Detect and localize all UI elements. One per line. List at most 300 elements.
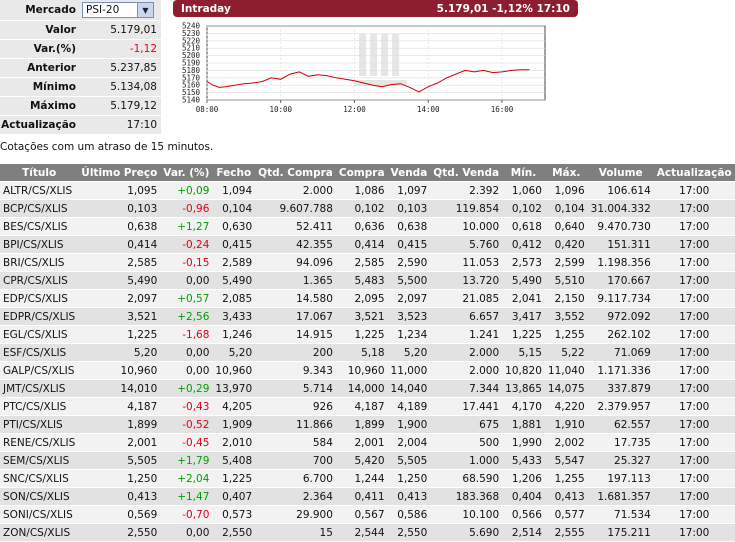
table-cell: 17:00 bbox=[654, 487, 735, 505]
table-cell: 0,638 bbox=[388, 217, 431, 235]
table-cell: 21.085 bbox=[430, 289, 502, 307]
table-cell: 2,589 bbox=[212, 253, 255, 271]
table-cell: 25.327 bbox=[588, 451, 654, 469]
x-tick-label: 16:00 bbox=[490, 105, 514, 114]
table-cell: 2,599 bbox=[545, 253, 588, 271]
table-cell: 1,255 bbox=[545, 469, 588, 487]
table-cell: 584 bbox=[255, 433, 336, 451]
table-cell: 17:00 bbox=[654, 325, 735, 343]
table-cell: 1,225 bbox=[502, 325, 545, 343]
table-cell: 0,104 bbox=[545, 199, 588, 217]
table-cell: 1.000 bbox=[430, 451, 502, 469]
table-cell: 14,000 bbox=[336, 379, 388, 397]
table-cell: 0,638 bbox=[78, 217, 160, 235]
table-cell: 2,514 bbox=[502, 523, 545, 541]
table-cell: 3,523 bbox=[388, 307, 431, 325]
table-cell: 17:00 bbox=[654, 451, 735, 469]
column-header[interactable]: Máx. bbox=[545, 164, 588, 181]
table-row[interactable] bbox=[0, 289, 735, 307]
table-cell: 1,246 bbox=[212, 325, 255, 343]
table-cell: 0,415 bbox=[212, 235, 255, 253]
ticker-cell[interactable]: SONI/CS/XLIS bbox=[0, 505, 78, 523]
chevron-down-icon[interactable]: ▼ bbox=[137, 3, 153, 17]
table-row[interactable] bbox=[0, 217, 735, 235]
table-row[interactable] bbox=[0, 487, 735, 505]
table-cell: 5,547 bbox=[545, 451, 588, 469]
table-cell: 0,420 bbox=[545, 235, 588, 253]
y-tick-label: 5190 bbox=[182, 58, 201, 68]
y-tick-label: 5200 bbox=[182, 51, 201, 61]
table-cell: 68.590 bbox=[430, 469, 502, 487]
table-cell: +2,56 bbox=[160, 307, 212, 325]
y-tick-label: 5220 bbox=[182, 36, 201, 46]
table-cell: 10,960 bbox=[336, 361, 388, 379]
table-cell: +2,04 bbox=[160, 469, 212, 487]
table-cell: 0,411 bbox=[336, 487, 388, 505]
table-cell: 2,555 bbox=[545, 523, 588, 541]
table-cell: 700 bbox=[255, 451, 336, 469]
table-cell: 17:00 bbox=[654, 307, 735, 325]
table-cell: 2,573 bbox=[502, 253, 545, 271]
table-cell: 151.311 bbox=[588, 235, 654, 253]
table-row[interactable] bbox=[0, 397, 735, 415]
summary-value: 5.179,01 bbox=[110, 24, 157, 36]
table-cell: 0,102 bbox=[502, 199, 545, 217]
y-tick-label: 5210 bbox=[182, 43, 201, 53]
summary-row bbox=[0, 21, 161, 39]
table-cell: 1,234 bbox=[388, 325, 431, 343]
table-cell: 0,404 bbox=[502, 487, 545, 505]
summary-label: Anterior bbox=[27, 62, 76, 74]
table-cell: 1.681.357 bbox=[588, 487, 654, 505]
table-cell: 1,899 bbox=[336, 415, 388, 433]
ticker-cell[interactable]: SON/CS/XLIS bbox=[0, 487, 78, 505]
table-cell: 2,590 bbox=[388, 253, 431, 271]
table-cell: +1,47 bbox=[160, 487, 212, 505]
table-cell: 0,102 bbox=[336, 199, 388, 217]
table-cell: 1,225 bbox=[336, 325, 388, 343]
column-header[interactable]: Último Preço bbox=[78, 164, 160, 181]
table-cell: 14,010 bbox=[78, 379, 160, 397]
y-tick-label: 5140 bbox=[182, 95, 201, 105]
table-cell: 9.117.734 bbox=[588, 289, 654, 307]
market-select[interactable] bbox=[82, 2, 154, 18]
table-cell: 0,567 bbox=[336, 505, 388, 523]
table-row[interactable] bbox=[0, 271, 735, 289]
table-cell: 262.102 bbox=[588, 325, 654, 343]
ticker-cell[interactable]: EGL/CS/XLIS bbox=[0, 325, 78, 343]
table-cell: 13.720 bbox=[430, 271, 502, 289]
x-tick-label: 10:00 bbox=[269, 105, 293, 114]
table-cell: +1,79 bbox=[160, 451, 212, 469]
table-cell: 0,413 bbox=[545, 487, 588, 505]
summary-row bbox=[0, 116, 161, 134]
table-cell: 3,521 bbox=[336, 307, 388, 325]
table-cell: 17:00 bbox=[654, 523, 735, 541]
table-cell: 2,097 bbox=[78, 289, 160, 307]
table-cell: 14,075 bbox=[545, 379, 588, 397]
table-cell: -0,96 bbox=[160, 199, 212, 217]
ticker-cell[interactable]: SNC/CS/XLIS bbox=[0, 469, 78, 487]
y-tick-label: 5230 bbox=[182, 28, 201, 38]
table-cell: 29.900 bbox=[255, 505, 336, 523]
table-cell: 17:00 bbox=[654, 379, 735, 397]
y-tick-label: 5240 bbox=[182, 21, 201, 31]
column-header[interactable]: Qtd. Venda bbox=[430, 164, 502, 181]
table-cell: 0,407 bbox=[212, 487, 255, 505]
table-cell: 14,040 bbox=[388, 379, 431, 397]
table-row[interactable] bbox=[0, 307, 735, 325]
table-cell: 1,060 bbox=[502, 181, 545, 199]
table-row[interactable] bbox=[0, 379, 735, 397]
table-cell: 31.004.332 bbox=[588, 199, 654, 217]
ticker-cell[interactable]: BCP/CS/XLIS bbox=[0, 199, 78, 217]
table-cell: 2,585 bbox=[78, 253, 160, 271]
column-header[interactable]: Qtd. Compra bbox=[255, 164, 336, 181]
table-cell: -0,70 bbox=[160, 505, 212, 523]
market-select-value: PSI-20 bbox=[86, 4, 120, 16]
ticker-cell[interactable]: ALTR/CS/XLIS bbox=[0, 181, 78, 199]
summary-value: -1,12 bbox=[129, 43, 157, 55]
table-cell: 0,412 bbox=[502, 235, 545, 253]
x-tick-label: 12:00 bbox=[343, 105, 366, 114]
ticker-cell[interactable]: EDPR/CS/XLIS bbox=[0, 307, 78, 325]
table-cell: 17:00 bbox=[654, 253, 735, 271]
table-cell: 200 bbox=[255, 343, 336, 361]
summary-row bbox=[0, 40, 161, 58]
intraday-chart-svg bbox=[180, 22, 560, 118]
table-cell: 1.198.356 bbox=[588, 253, 654, 271]
table-cell: 17.441 bbox=[430, 397, 502, 415]
table-cell: 4,220 bbox=[545, 397, 588, 415]
table-cell: 11.053 bbox=[430, 253, 502, 271]
table-row[interactable] bbox=[0, 253, 735, 271]
ticker-cell[interactable]: BPI/CS/XLIS bbox=[0, 235, 78, 253]
table-cell: 0,586 bbox=[388, 505, 431, 523]
table-cell: 2,004 bbox=[388, 433, 431, 451]
table-cell: 17:00 bbox=[654, 343, 735, 361]
table-cell: 1.241 bbox=[430, 325, 502, 343]
table-cell: 17.067 bbox=[255, 307, 336, 325]
table-cell: 5,490 bbox=[212, 271, 255, 289]
column-header[interactable]: Fecho bbox=[212, 164, 255, 181]
table-cell: 2.000 bbox=[255, 181, 336, 199]
table-cell: 15 bbox=[255, 523, 336, 541]
table-cell: 0,414 bbox=[336, 235, 388, 253]
table-cell: 9.343 bbox=[255, 361, 336, 379]
table-cell: 1,095 bbox=[78, 181, 160, 199]
table-cell: 10,960 bbox=[78, 361, 160, 379]
watermark-logo-bar bbox=[370, 34, 377, 76]
x-tick-label: 08:00 bbox=[195, 105, 219, 114]
watermark-logo-bar bbox=[359, 34, 366, 76]
column-header[interactable]: Mín. bbox=[502, 164, 545, 181]
table-cell: -0,43 bbox=[160, 397, 212, 415]
table-cell: 17:00 bbox=[654, 217, 735, 235]
ticker-cell[interactable]: RENE/CS/XLIS bbox=[0, 433, 78, 451]
table-cell: 1.171.336 bbox=[588, 361, 654, 379]
table-cell: 5,505 bbox=[78, 451, 160, 469]
table-cell: 5,505 bbox=[388, 451, 431, 469]
column-header[interactable]: Var. (%) bbox=[160, 164, 212, 181]
table-row[interactable] bbox=[0, 451, 735, 469]
summary-value: 17:10 bbox=[126, 119, 157, 131]
table-cell: 14.580 bbox=[255, 289, 336, 307]
table-cell: 71.069 bbox=[588, 343, 654, 361]
table-cell: 17:00 bbox=[654, 397, 735, 415]
table-cell: 5,500 bbox=[388, 271, 431, 289]
table-cell: 71.534 bbox=[588, 505, 654, 523]
table-cell: 2.379.957 bbox=[588, 397, 654, 415]
column-header[interactable]: Venda bbox=[388, 164, 431, 181]
table-cell: 972.092 bbox=[588, 307, 654, 325]
table-cell: 0,577 bbox=[545, 505, 588, 523]
column-header[interactable]: Título bbox=[0, 164, 78, 181]
table-cell: 2,001 bbox=[336, 433, 388, 451]
table-cell: 17:00 bbox=[654, 433, 735, 451]
table-row[interactable] bbox=[0, 199, 735, 217]
table-cell: -0,24 bbox=[160, 235, 212, 253]
table-cell: 1,250 bbox=[78, 469, 160, 487]
table-cell: 6.657 bbox=[430, 307, 502, 325]
ticker-cell[interactable]: JMT/CS/XLIS bbox=[0, 379, 78, 397]
table-header-row bbox=[0, 164, 735, 181]
table-cell: 5,15 bbox=[502, 343, 545, 361]
table-row[interactable] bbox=[0, 505, 735, 523]
table-row[interactable] bbox=[0, 235, 735, 253]
table-row[interactable] bbox=[0, 433, 735, 451]
ticker-cell[interactable]: SEM/CS/XLIS bbox=[0, 451, 78, 469]
summary-label: Valor bbox=[45, 24, 76, 36]
table-cell: 13,865 bbox=[502, 379, 545, 397]
mercado-label: Mercado bbox=[25, 4, 76, 16]
watermark-logo-bar bbox=[392, 34, 399, 76]
summary-label: Mínimo bbox=[32, 81, 76, 93]
table-row[interactable] bbox=[0, 325, 735, 343]
table-cell: 9.470.730 bbox=[588, 217, 654, 235]
table-cell: 2,041 bbox=[502, 289, 545, 307]
table-cell: 5,20 bbox=[212, 343, 255, 361]
table-cell: 0,414 bbox=[78, 235, 160, 253]
table-cell: 1,225 bbox=[212, 469, 255, 487]
table-cell: +1,27 bbox=[160, 217, 212, 235]
table-cell: 62.557 bbox=[588, 415, 654, 433]
table-cell: 3,521 bbox=[78, 307, 160, 325]
table-cell: 170.667 bbox=[588, 271, 654, 289]
column-header[interactable]: Compra bbox=[336, 164, 388, 181]
ticker-cell[interactable]: EDP/CS/XLIS bbox=[0, 289, 78, 307]
table-cell: 5,408 bbox=[212, 451, 255, 469]
table-cell: 1,899 bbox=[78, 415, 160, 433]
summary-label: Var.(%) bbox=[33, 43, 76, 55]
table-cell: 2,097 bbox=[388, 289, 431, 307]
ticker-cell[interactable]: PTI/CS/XLIS bbox=[0, 415, 78, 433]
table-cell: 2,001 bbox=[78, 433, 160, 451]
y-tick-label: 5180 bbox=[182, 65, 201, 75]
table-cell: 1,900 bbox=[388, 415, 431, 433]
table-cell: 1,881 bbox=[502, 415, 545, 433]
table-cell: 5,20 bbox=[388, 343, 431, 361]
table-cell: 500 bbox=[430, 433, 502, 451]
ticker-cell[interactable]: GALP/CS/XLIS bbox=[0, 361, 78, 379]
table-cell: 197.113 bbox=[588, 469, 654, 487]
column-header[interactable]: Volume bbox=[588, 164, 654, 181]
table-cell: 52.411 bbox=[255, 217, 336, 235]
table-cell: 1,206 bbox=[502, 469, 545, 487]
table-cell: 0,00 bbox=[160, 523, 212, 541]
table-cell: 0,630 bbox=[212, 217, 255, 235]
table-cell: 0,00 bbox=[160, 271, 212, 289]
intraday-summary: 5.179,01 -1,12% 17:10 bbox=[436, 2, 570, 15]
table-cell: 5,433 bbox=[502, 451, 545, 469]
delay-note: Cotações com um atraso de 15 minutos. bbox=[0, 141, 214, 153]
table-cell: 106.614 bbox=[588, 181, 654, 199]
table-cell: 2.364 bbox=[255, 487, 336, 505]
table-cell: +0,09 bbox=[160, 181, 212, 199]
mercado-row bbox=[0, 0, 161, 20]
table-cell: 675 bbox=[430, 415, 502, 433]
table-cell: 3,433 bbox=[212, 307, 255, 325]
table-cell: -0,45 bbox=[160, 433, 212, 451]
table-row[interactable] bbox=[0, 361, 735, 379]
table-cell: 4,170 bbox=[502, 397, 545, 415]
column-header[interactable]: Actualização bbox=[654, 164, 735, 181]
table-cell: 0,573 bbox=[212, 505, 255, 523]
table-cell: 17:00 bbox=[654, 289, 735, 307]
table-cell: -1,68 bbox=[160, 325, 212, 343]
market-summary-panel bbox=[0, 0, 161, 135]
table-cell: 337.879 bbox=[588, 379, 654, 397]
table-cell: 2,150 bbox=[545, 289, 588, 307]
table-cell: 13,970 bbox=[212, 379, 255, 397]
table-cell: 2,544 bbox=[336, 523, 388, 541]
table-cell: 9.607.788 bbox=[255, 199, 336, 217]
table-cell: 1.365 bbox=[255, 271, 336, 289]
table-cell: 17:00 bbox=[654, 505, 735, 523]
table-cell: 1,086 bbox=[336, 181, 388, 199]
table-cell: 2,550 bbox=[212, 523, 255, 541]
watermark-logo-bar bbox=[381, 34, 388, 76]
table-cell: 5.760 bbox=[430, 235, 502, 253]
ticker-cell[interactable]: ESF/CS/XLIS bbox=[0, 343, 78, 361]
table-cell: 5,420 bbox=[336, 451, 388, 469]
table-cell: 1,990 bbox=[502, 433, 545, 451]
table-cell: 2.000 bbox=[430, 343, 502, 361]
table-cell: 0,415 bbox=[388, 235, 431, 253]
ticker-cell[interactable]: PTC/CS/XLIS bbox=[0, 397, 78, 415]
table-cell: 2,010 bbox=[212, 433, 255, 451]
intraday-chart bbox=[180, 22, 560, 118]
table-cell: 5.690 bbox=[430, 523, 502, 541]
table-cell: 1,225 bbox=[78, 325, 160, 343]
y-tick-label: 5150 bbox=[182, 88, 201, 98]
ticker-cell[interactable]: BRI/CS/XLIS bbox=[0, 253, 78, 271]
table-cell: 7.344 bbox=[430, 379, 502, 397]
table-cell: 0,103 bbox=[78, 199, 160, 217]
table-cell: 10,820 bbox=[502, 361, 545, 379]
table-cell: 11.866 bbox=[255, 415, 336, 433]
table-cell: 17:00 bbox=[654, 415, 735, 433]
table-cell: 5,18 bbox=[336, 343, 388, 361]
table-cell: 11,040 bbox=[545, 361, 588, 379]
table-cell: 14.915 bbox=[255, 325, 336, 343]
table-cell: 94.096 bbox=[255, 253, 336, 271]
summary-row bbox=[0, 59, 161, 77]
table-cell: 0,640 bbox=[545, 217, 588, 235]
table-cell: 5,490 bbox=[78, 271, 160, 289]
table-cell: 0,569 bbox=[78, 505, 160, 523]
table-cell: 926 bbox=[255, 397, 336, 415]
table-cell: 2,585 bbox=[336, 253, 388, 271]
table-cell: 5.714 bbox=[255, 379, 336, 397]
table-cell: 2,002 bbox=[545, 433, 588, 451]
table-cell: 1,096 bbox=[545, 181, 588, 199]
table-row[interactable] bbox=[0, 181, 735, 199]
table-cell: 10.000 bbox=[430, 217, 502, 235]
table-cell: 4,205 bbox=[212, 397, 255, 415]
summary-value: 5.134,08 bbox=[110, 81, 157, 93]
table-cell: -0,52 bbox=[160, 415, 212, 433]
table-cell: 1,909 bbox=[212, 415, 255, 433]
summary-row bbox=[0, 97, 161, 115]
table-row[interactable] bbox=[0, 343, 735, 361]
table-cell: 4,189 bbox=[388, 397, 431, 415]
table-cell: 5,490 bbox=[502, 271, 545, 289]
table-cell: 17.735 bbox=[588, 433, 654, 451]
ticker-cell[interactable]: BES/CS/XLIS bbox=[0, 217, 78, 235]
ticker-cell[interactable]: CPR/CS/XLIS bbox=[0, 271, 78, 289]
table-cell: +0,57 bbox=[160, 289, 212, 307]
table-cell: 0,104 bbox=[212, 199, 255, 217]
table-cell: 42.355 bbox=[255, 235, 336, 253]
table-cell: 11,000 bbox=[388, 361, 431, 379]
table-row[interactable] bbox=[0, 415, 735, 433]
table-cell: 1,250 bbox=[388, 469, 431, 487]
table-row[interactable] bbox=[0, 523, 735, 541]
table-cell: 2.392 bbox=[430, 181, 502, 199]
y-tick-label: 5160 bbox=[182, 80, 201, 90]
table-cell: +0,29 bbox=[160, 379, 212, 397]
table-cell: 5,483 bbox=[336, 271, 388, 289]
table-cell: 2.000 bbox=[430, 361, 502, 379]
table-cell: 17:00 bbox=[654, 469, 735, 487]
intraday-header bbox=[173, 0, 578, 17]
table-cell: 1,094 bbox=[212, 181, 255, 199]
table-cell: 17:00 bbox=[654, 361, 735, 379]
table-cell: 1,255 bbox=[545, 325, 588, 343]
table-cell: 1,910 bbox=[545, 415, 588, 433]
table-cell: 2,085 bbox=[212, 289, 255, 307]
table-cell: 3,417 bbox=[502, 307, 545, 325]
ticker-cell[interactable]: ZON/CS/XLIS bbox=[0, 523, 78, 541]
table-cell: 10.100 bbox=[430, 505, 502, 523]
table-cell: 6.700 bbox=[255, 469, 336, 487]
summary-row bbox=[0, 78, 161, 96]
table-cell: 0,00 bbox=[160, 343, 212, 361]
table-cell: 2,550 bbox=[78, 523, 160, 541]
table-cell: 3,552 bbox=[545, 307, 588, 325]
table-cell: 2,095 bbox=[336, 289, 388, 307]
table-cell: 4,187 bbox=[78, 397, 160, 415]
table-row[interactable] bbox=[0, 469, 735, 487]
table-cell: 119.854 bbox=[430, 199, 502, 217]
summary-value: 5.237,85 bbox=[110, 62, 157, 74]
y-tick-label: 5170 bbox=[182, 73, 201, 83]
table-cell: 1,097 bbox=[388, 181, 431, 199]
table-cell: 183.368 bbox=[430, 487, 502, 505]
table-cell: 4,187 bbox=[336, 397, 388, 415]
table-cell: 2,550 bbox=[388, 523, 431, 541]
